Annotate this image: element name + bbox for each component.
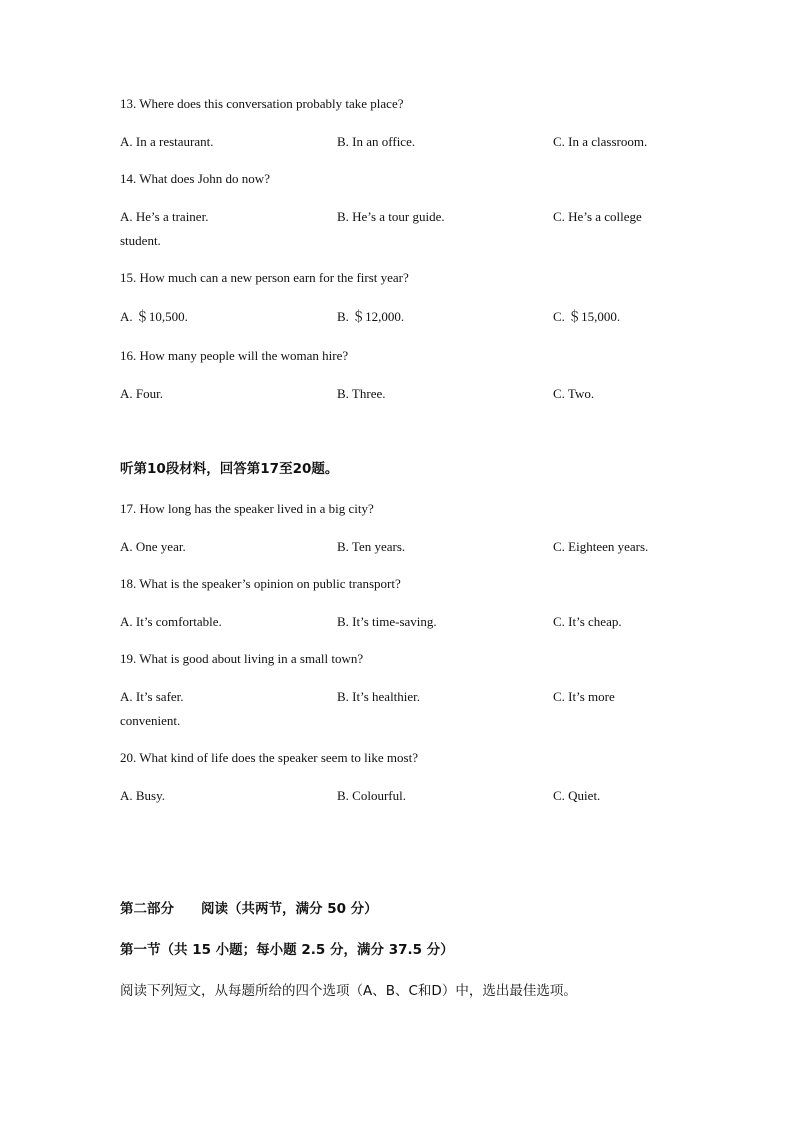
question-13-option-b: B. In an office. [337, 134, 416, 149]
question-13-option-a: A. In a restaurant. [120, 134, 214, 149]
question-15-stem: 15. How much can a new person earn for the first year? [120, 270, 409, 285]
question-18-option-b: B. It’s time-saving. [337, 614, 437, 629]
question-18-option-c: C. It’s cheap. [553, 614, 622, 629]
question-17-option-a: A. One year. [120, 539, 186, 554]
question-14-option-a: A. He’s a trainer. [120, 209, 209, 224]
question-16-option-a: A. Four. [120, 386, 163, 401]
question-19-option-b: B. It’s healthier. [337, 689, 421, 704]
question-19-option-c-wrap: convenient. [120, 713, 181, 728]
question-20-option-c: C. Quiet. [553, 788, 601, 803]
question-15-option-c: C. ＄15,000. [553, 309, 621, 324]
question-14-option-c-wrap: student. [120, 233, 161, 248]
question-18-stem: 18. What is the speaker’s opinion on public transport? [120, 576, 401, 591]
question-14-option-b: B. He’s a tour guide. [337, 209, 445, 224]
question-19-option-c: C. It’s more [553, 689, 615, 704]
question-16-option-c: C. Two. [553, 386, 595, 401]
question-20-option-a: A. Busy. [120, 788, 166, 803]
question-17-option-b: B. Ten years. [337, 539, 406, 554]
question-16-stem: 16. How many people will the woman hire? [120, 348, 349, 363]
part2-subheading: 第一节（共 15 小题；每小题 2.5 分，满分 37.5 分） [120, 942, 454, 958]
question-13-stem: 13. Where does this conversation probably take place? [120, 96, 404, 111]
question-18-option-a: A. It’s comfortable. [120, 614, 222, 629]
question-15-option-a: A. ＄10,500. [120, 309, 188, 324]
part2-heading: 第二部分 阅读（共两节，满分 50 分） [120, 901, 378, 917]
question-20-stem: 20. What kind of life does the speaker seem to like most? [120, 750, 418, 765]
question-19-option-a: A. It’s safer. [120, 689, 184, 704]
question-19-stem: 19. What is good about living in a small town? [120, 651, 364, 666]
question-15-option-b: B. ＄12,000. [337, 309, 405, 324]
question-13-option-c: C. In a classroom. [553, 134, 648, 149]
question-16-option-b: B. Three. [337, 386, 386, 401]
question-17-option-c: C. Eighteen years. [553, 539, 649, 554]
question-14-stem: 14. What does John do now? [120, 171, 270, 186]
section-header-material-10: 听第10段材料，回答第17至20题。 [120, 461, 339, 477]
part2-instruction: 阅读下列短文，从每题所给的四个选项（A、B、C和D）中，选出最佳选项。 [120, 983, 577, 999]
question-20-option-b: B. Colourful. [337, 788, 406, 803]
question-17-stem: 17. How long has the speaker lived in a big city? [120, 501, 374, 516]
question-14-option-c: C. He’s a college [553, 209, 642, 224]
